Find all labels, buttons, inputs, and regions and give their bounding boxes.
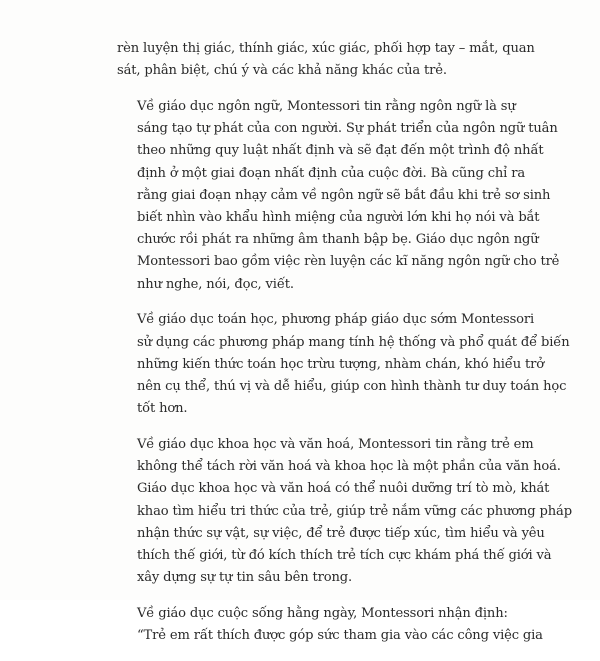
text-line: chước rồi phát ra những âm thanh bập bẹ. Giáo dục ngôn ngữ (137, 232, 539, 248)
text-line: không thể tách rời văn hoá và khoa học là một phần của văn hoá. (137, 459, 561, 475)
paragraph-math-education (117, 309, 570, 420)
text-line: Về giáo dục toán học, phương pháp giáo dục sớm Montessori (137, 312, 535, 328)
text-line: khao tìm hiểu tri thức của trẻ, giúp trẻ nắm vững các phương pháp (137, 503, 572, 519)
text-line: theo những quy luật nhất định và sẽ đạt đến một trình độ nhất (137, 143, 544, 159)
text-line: như nghe, nói, đọc, viết. (137, 276, 294, 292)
text-line: tốt hơn. (137, 401, 188, 417)
paragraph-daily-life-education (117, 603, 543, 647)
text-line: nên cụ thể, thú vị và dễ hiểu, giúp con hình thành tư duy toán học (137, 379, 567, 395)
paragraph-language-education (117, 96, 560, 296)
text-line: thích thế giới, từ đó kích thích trẻ tích cực khám phá thế giới và (137, 548, 552, 564)
text-line: Về giáo dục ngôn ngữ, Montessori tin rằng ngôn ngữ là sự (137, 99, 516, 114)
paragraph-sensory-continuation (117, 38, 535, 82)
text-line: nhận thức sự vật, sự việc, để trẻ được tiếp xúc, tìm hiểu và yêu (137, 525, 545, 541)
body-text (117, 38, 572, 661)
text-line: sử dụng các phương pháp mang tính hệ thống và phổ quát để biến (137, 334, 570, 350)
text-line: biết nhìn vào khẩu hình miệng của người lớn khi họ nói và bắt (137, 210, 540, 226)
text-line: định ở một giai đoạn nhất định của cuộc đời. Bà cũng chỉ ra (137, 165, 525, 181)
text-line: sát, phân biệt, chú ý và các khả năng khác của trẻ. (117, 63, 447, 79)
text-line: Giáo dục khoa học và văn hoá có thể nuôi dưỡng trí tò mò, khát (137, 481, 550, 497)
text-line: Về giáo dục khoa học và văn hoá, Montessori tin rằng trẻ em (137, 437, 534, 453)
text-line: rèn luyện thị giác, thính giác, xúc giác, phối hợp tay – mắt, quan (117, 41, 535, 56)
text-line: sáng tạo tự phát của con người. Sự phát triển của ngôn ngữ tuân (137, 121, 558, 137)
text-line: “Trẻ em rất thích được góp sức tham gia vào các công việc gia (137, 628, 543, 644)
text-line: Về giáo dục cuộc sống hằng ngày, Montessori nhận định: (137, 606, 508, 622)
paragraph-science-culture-education (117, 434, 572, 589)
text-line: Montessori bao gồm việc rèn luyện các kĩ năng ngôn ngữ cho trẻ (137, 254, 560, 270)
text-line: rằng giai đoạn nhạy cảm về ngôn ngữ sẽ bắt đầu khi trẻ sơ sinh (137, 187, 551, 203)
text-line: những kiến thức toán học trừu tượng, nhàm chán, khó hiểu trở (137, 356, 544, 372)
text-line: xây dựng sự tự tin sâu bên trong. (137, 570, 353, 586)
